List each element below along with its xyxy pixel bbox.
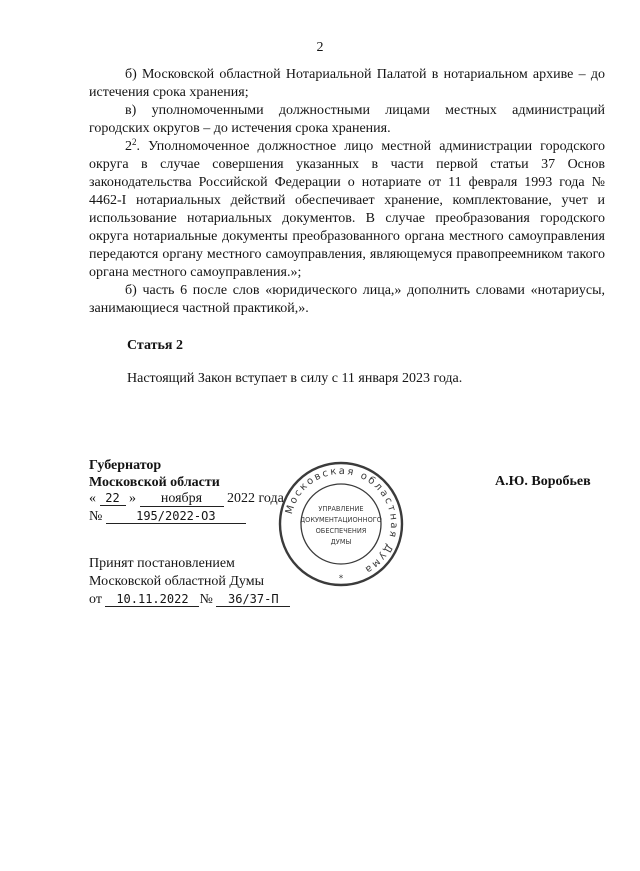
document-body <box>89 66 605 318</box>
paragraph-b-part-6: б) часть 6 после слов «юридического лица,» дополнить словами «нотариусы, занимающиеся частной практикой,». <box>89 283 605 316</box>
accepted-block <box>89 555 290 609</box>
official-seal <box>277 460 405 588</box>
law-number: 195/2022-ОЗ <box>106 509 246 524</box>
governor-title-line2: Московской области <box>89 475 220 490</box>
accepted-line2: Московской областной Думы <box>89 574 264 589</box>
seal-inner-line3: ОБЕСПЕЧЕНИЯ <box>315 527 367 535</box>
accepted-date: 10.11.2022 <box>105 592 199 607</box>
date-month: ноября <box>140 492 224 507</box>
seal-inner-line1: УПРАВЛЕНИЕ <box>318 505 364 513</box>
governor-name: А.Ю. Воробьев <box>495 474 591 489</box>
law-effective-date-text: Настоящий Закон вступает в силу с 11 января 2023 года. <box>127 371 463 386</box>
accepted-line1: Принят постановлением <box>89 556 235 571</box>
paragraph-number: 2 <box>125 139 132 154</box>
date-day: 22 <box>100 491 126 506</box>
date-close-quote: » <box>129 491 136 506</box>
accepted-number: 36/37-П <box>216 592 290 607</box>
paragraph-number-superscript: 2 <box>132 137 137 147</box>
seal-star: * <box>338 574 344 584</box>
paragraph-b-notary-chamber: б) Московской областной Нотариальной Палатой в нотариальном архиве – до истечения срока хранения; <box>89 67 605 100</box>
seal-inner-line4: ДУМЫ <box>330 538 352 546</box>
seal-inner-line2: ДОКУМЕНТАЦИОННОГО <box>300 516 382 524</box>
governor-title <box>89 457 220 491</box>
article-heading: Статья 2 <box>127 338 183 353</box>
paragraph-v-local-officials: в) уполномоченными должностными лицами местных администраций городских округов – до истечения срока хранения. <box>89 103 605 136</box>
number-sign: № <box>89 509 103 524</box>
governor-title-line1: Губернатор <box>89 458 162 473</box>
seal-inner-ring <box>301 484 381 564</box>
seal-outer-ring <box>280 463 402 585</box>
accepted-number-sign: № <box>199 592 213 607</box>
seal-ring-text: Московская областная Дума <box>283 465 400 576</box>
date-open-quote: « <box>89 491 96 506</box>
accepted-from-label: от <box>89 592 102 607</box>
accepted-date-line <box>89 591 290 609</box>
paragraph-2-2 <box>89 138 605 282</box>
date-year: 2022 года <box>227 491 284 506</box>
paragraph-text: . Уполномоченное должностное лицо местной администрации городского округа в случае совершения указанных в части первой статьи 37 Основ законодательства Российской Федерации о нотариате от 11 февраля 1993 года № 4462-I нотариальных действий обеспечивает хранение, комплектование, учет и использование нотариальных документов. В случае преобразования городского округа нотариальные документы преобразованного органа местного самоуправления передаются органу местного самоуправления, являющемуся правопреемником такого органа местного самоуправления.»; <box>89 139 605 280</box>
page-number: 2 <box>316 40 324 55</box>
signing-date-line <box>89 491 284 507</box>
law-number-line <box>89 509 246 525</box>
